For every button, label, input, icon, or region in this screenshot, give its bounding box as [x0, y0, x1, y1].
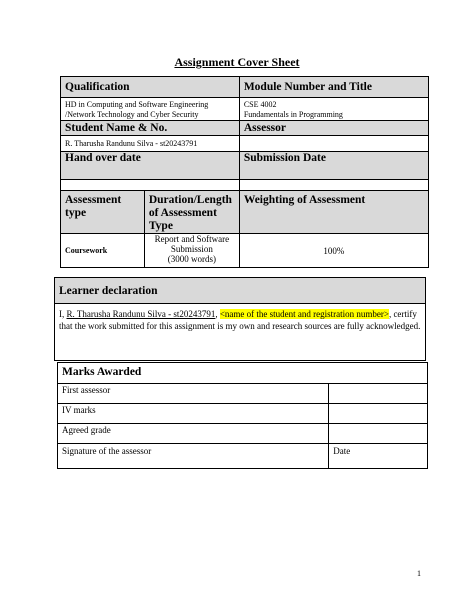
- module-title: Fundamentals in Programming: [243, 110, 343, 119]
- submission-label: Submission Date: [239, 152, 428, 180]
- module-value: [239, 98, 428, 121]
- declaration-rest: , certify that the work submitted for this assignment is my own and research sources are fully acknowledged.: [59, 309, 421, 331]
- module-number: CSE 4002: [243, 100, 277, 109]
- marks-heading: Marks Awarded: [58, 363, 428, 384]
- duration-line-3: (3000 words): [167, 254, 216, 264]
- assessor-value: [239, 136, 428, 152]
- declaration-student: R. Tharusha Randunu Silva - st20243791: [66, 309, 216, 319]
- marks-row-value: [329, 384, 428, 404]
- marks-row-label: First assessor: [58, 384, 329, 404]
- assessment-type-value: Coursework: [61, 234, 145, 268]
- assessment-type-label: Assessment type: [61, 191, 145, 234]
- learner-declaration-table: [54, 277, 426, 361]
- signature-label: Signature of the assessor: [58, 444, 329, 469]
- duration-value: [144, 234, 239, 268]
- student-value: R. Tharusha Randunu Silva - st20243791: [61, 136, 240, 152]
- qualification-label: Qualification: [61, 77, 240, 98]
- date-label: Date: [329, 444, 428, 469]
- declaration-prefix: I,: [59, 309, 67, 319]
- declaration-heading: Learner declaration: [55, 278, 426, 304]
- duration-line-1: Report and Software: [154, 234, 230, 244]
- page-title: Assignment Cover Sheet: [174, 55, 300, 69]
- qualification-value: [61, 98, 240, 121]
- marks-row-label: Agreed grade: [58, 424, 329, 444]
- declaration-placeholder: <name of the student and registration number>: [219, 309, 389, 319]
- duration-label: Duration/Length of Assessment Type: [144, 191, 239, 234]
- duration-line-2: Submission: [170, 244, 213, 254]
- qualification-line-1: HD in Computing and Software Engineering: [65, 100, 209, 109]
- assessor-label: Assessor: [239, 121, 428, 136]
- qualification-line-2: /Network Technology and Cyber Security: [65, 110, 199, 119]
- weighting-value: 100%: [239, 234, 428, 268]
- student-label: Student Name & No.: [61, 121, 240, 136]
- module-label: Module Number and Title: [239, 77, 428, 98]
- marks-row-value: [329, 424, 428, 444]
- weighting-label: Weighting of Assessment: [239, 191, 428, 234]
- cover-details-table: [60, 76, 429, 268]
- page-number: 1: [417, 569, 421, 578]
- declaration-separator: ,: [215, 309, 220, 319]
- handover-value: [61, 180, 240, 191]
- submission-value: [239, 180, 428, 191]
- marks-awarded-table: [57, 362, 428, 469]
- marks-row-value: [329, 404, 428, 424]
- handover-label: Hand over date: [61, 152, 240, 180]
- marks-row-label: IV marks: [58, 404, 329, 424]
- declaration-text: [55, 304, 426, 361]
